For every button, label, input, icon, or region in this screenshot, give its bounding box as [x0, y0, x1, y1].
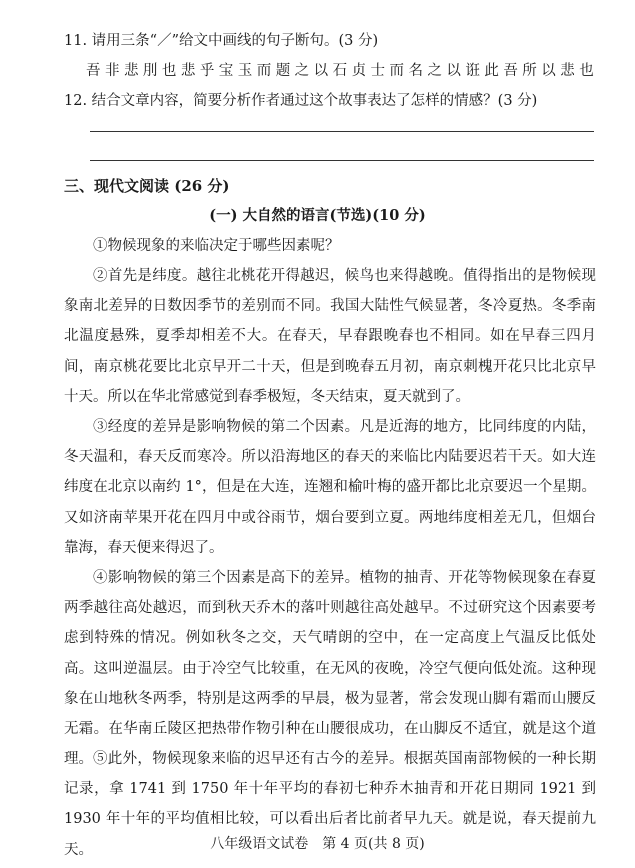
- sentence-char: 乎: [199, 63, 215, 79]
- sentence-char: 悲: [180, 63, 196, 79]
- page-footer: 八年级语文试卷 第 4 页(共 8 页): [210, 836, 425, 852]
- question-11-sentence: [86, 61, 594, 81]
- sentence-char: 之: [427, 63, 442, 79]
- sentence-char: 士: [370, 63, 386, 79]
- sentence-char: 悲: [560, 63, 575, 79]
- sentence-char: 而: [389, 63, 404, 79]
- question-11: 11. 请用三条“／”给文中画线的句子断句。(3 分): [64, 33, 379, 49]
- sentence-char: 吾: [86, 63, 101, 79]
- paragraph-4: ④影响物候的第三个因素是高下的差异。植物的抽青、开花等物候现象在春夏两季越往高处越迟，而到秋天乔木的落叶则越往高处越早。不过研究这个因素要考虑到特殊的情况。例如秋冬之交，天气晴朗的空中，在一定高度上气温反比低处高。这叫逆温层。由于冷空气比较重，在无风的夜晚，冷空气便向低处流。这种现象在山地秋冬两季，特别是这两季的早晨，极为显著，常会发现山脚有霜而山腰反无霜。在华南丘陵区把热带作物引种在山腰很成功，在山脚反不适宜，就是这个道理。: [64, 570, 596, 768]
- sentence-char: 非: [104, 63, 120, 79]
- sentence-char: 诳: [465, 63, 480, 79]
- sentence-char: 所: [522, 63, 537, 79]
- sentence-char: 刖: [142, 63, 158, 79]
- sentence-char: 也: [161, 63, 177, 79]
- paragraph-1: ①物候现象的来临决定于哪些因素呢？: [93, 238, 340, 254]
- answer-line-2: [90, 160, 594, 161]
- sentence-char: 石: [332, 63, 348, 79]
- sentence-char: 而: [256, 63, 272, 79]
- sentence-char: 贞: [351, 63, 367, 79]
- sentence-char: 宝: [218, 63, 234, 79]
- sentence-char: 悲: [123, 63, 139, 79]
- sentence-char: 玉: [237, 63, 253, 79]
- sentence-char: 吾: [503, 63, 518, 79]
- sentence-char: 此: [484, 63, 499, 79]
- paragraph-2: ②首先是纬度。越往北桃花开得越迟，候鸟也来得越晚。值得指出的是物候现象南北差异的日数因季节的差别而不同。我国大陆性气候显著，冬冷夏热。冬季南北温度悬殊，夏季却相差不大。在春天，早春跟晚春也不相同。如在早春三四月间，南京桃花要比北京早开二十天，但是到晚春五月初，南京刺槐开花只比北京早十天。所以在华北常感觉到春季极短，冬天结束，夏天就到了。: [64, 268, 596, 405]
- paragraph-3: ③经度的差异是影响物候的第二个因素。凡是近海的地方，比同纬度的内陆，冬天温和，春天反而寒冷。所以沿海地区的春天的来临比内陆要迟若干天。如大连纬度在北京以南约 1°，但是在大连，连翘和榆叶梅的盛开都比北京要迟一个星期。又如济南苹果开花在四月中或谷雨节，烟台要到立夏。两地纬度相差无几，但烟台靠海，春天便来得迟了。: [64, 419, 596, 556]
- answer-line-1: [90, 131, 594, 132]
- section-title: 三、现代文阅读 (26 分): [64, 177, 230, 195]
- sentence-char: 以: [446, 63, 461, 79]
- paragraph-5: ⑤此外，物候现象来临的迟早还有古今的差异。根据英国南部物候的一种长期记录，拿 1741 到 1750 年十年平均的春初七种乔木抽青和开花日期同 1921 到 1930 年十年的平均值相比较，可以看出后者比前者早九天。就是说，春天提前九天。: [64, 751, 596, 858]
- sentence-char: 以: [541, 63, 556, 79]
- sentence-char: 题: [275, 63, 291, 79]
- question-12: 12. 结合文章内容，简要分析作者通过这个故事表达了怎样的情感？(3 分): [64, 93, 538, 109]
- sentence-char: 名: [408, 63, 423, 79]
- sentence-char: 之: [294, 63, 310, 79]
- passage-subtitle: (一) 大自然的语言(节选)(10 分): [209, 207, 426, 224]
- sentence-char: 也: [579, 63, 594, 79]
- sentence-char: 以: [313, 63, 329, 79]
